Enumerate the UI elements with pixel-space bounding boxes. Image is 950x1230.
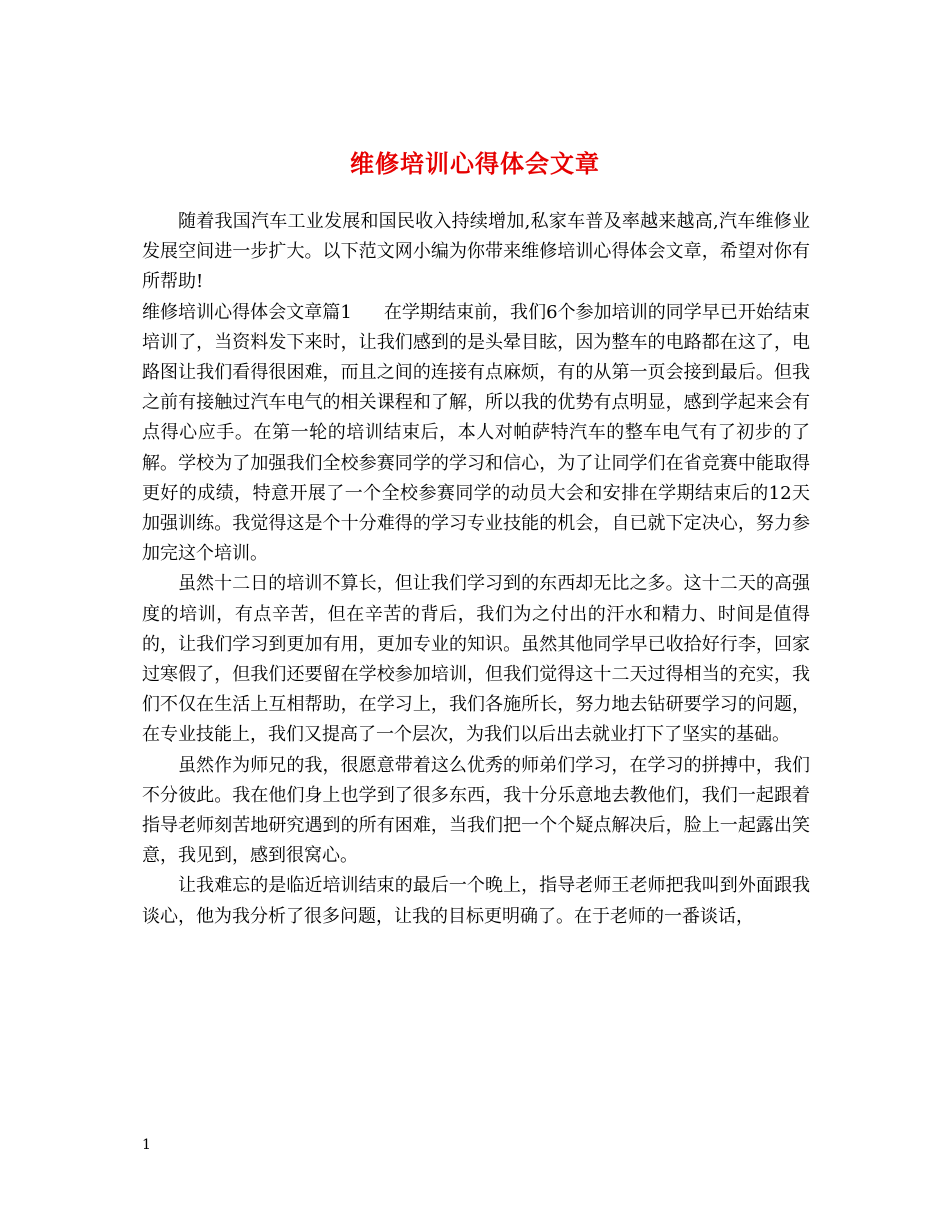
document-body — [142, 207, 810, 932]
section-first-text: 在学期结束前，我们6个参加培训的同学早已开始结束培训了，当资料发下来时，让我们感到的是头晕目眩，因为整车的电路都在这了，电路图让我们看得很困难，而且之间的连接有点麻烦，有的从第一页会接到最后。但我之前有接触过汽车电气的相关课程和了解，所以我的优势有点明显，感到学起来会有点得心应手。在第一轮的培训结束后，本人对帕萨特汽车的整车电气有了初步的了解。学校为了加强我们全校参赛同学的学习和信心，为了让同学们在省竞赛中能取得更好的成绩，特意开展了一个全校参赛同学的动员大会和安排在学期结束后的12天加强训练。我觉得这是个十分难得的学习专业技能的机会，自已就下定决心，努力参加完这个培训。 — [142, 301, 810, 565]
document-title: 维修培训心得体会文章 — [350, 149, 600, 179]
body-paragraph: 虽然作为师兄的我，很愿意带着这么优秀的师弟们学习，在学习的拼搏中，我们不分彼此。我在他们身上也学到了很多东西，我十分乐意地去教他们，我们一起跟着指导老师刻苦地研究遇到的所有困难，当我们把一个个疑点解决后，脸上一起露出笑意，我见到，感到很窝心。 — [142, 754, 810, 867]
section-paragraph — [142, 298, 810, 570]
intro-paragraph: 随着我国汽车工业发展和国民收入持续增加,私家车普及率越来越高,汽车维修业发展空间进一步扩大。以下范文网小编为你带来维修培训心得体会文章，希望对你有所帮助! — [142, 211, 810, 293]
section-heading: 维修培训心得体会文章篇1 — [142, 301, 352, 323]
body-paragraph: 让我难忘的是临近培训结束的最后一个晚上，指导老师王老师把我叫到外面跟我谈心，他为我分析了很多问题，让我的目标更明确了。在于老师的一番谈话， — [142, 875, 810, 927]
page-number: 1 — [142, 1137, 151, 1153]
body-paragraph: 虽然十二日的培训不算长，但让我们学习到的东西却无比之多。这十二天的高强度的培训，有点辛苦，但在辛苦的背后，我们为之付出的汗水和精力、时间是值得的，让我们学习到更加有用，更加专业的知识。虽然其他同学早已收拾好行李，回家过寒假了，但我们还要留在学校参加培训，但我们觉得这十二天过得相当的充实，我们不仅在生活上互相帮助，在学习上，我们各施所长，努力地去钻研要学习的问题，在专业技能上，我们又提高了一个层次，为我们以后出去就业打下了坚实的基础。 — [142, 573, 810, 746]
